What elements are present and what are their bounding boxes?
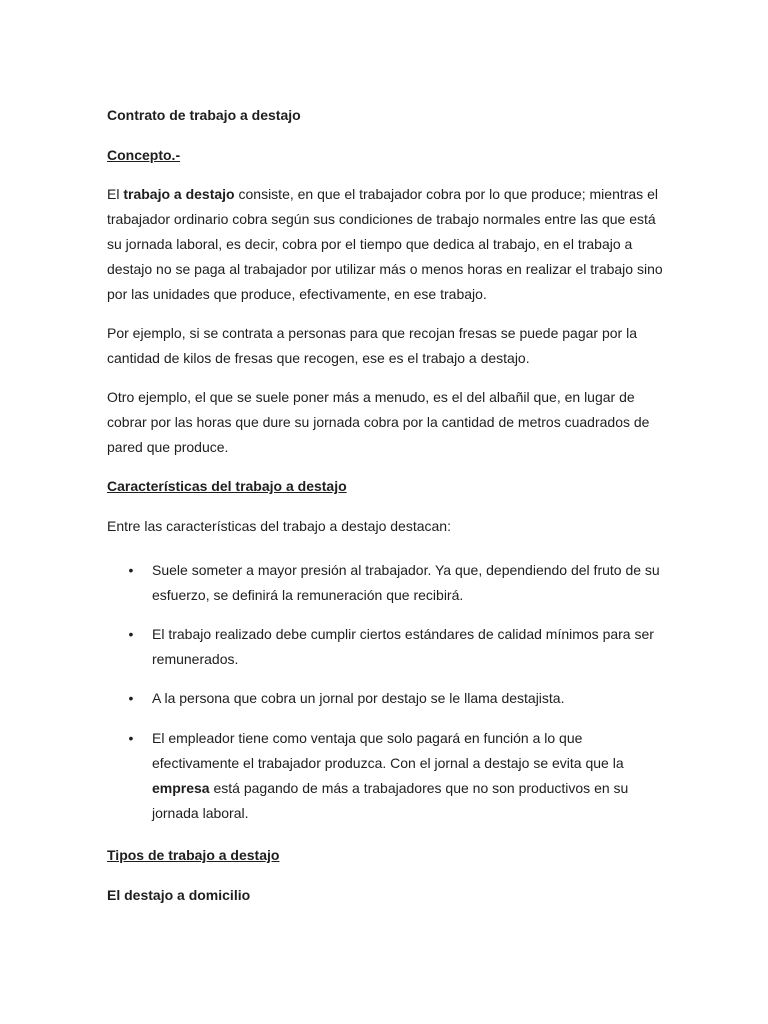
bullet-marker: •: [128, 690, 134, 706]
paragraph-example-2: Otro ejemplo, el que se suele poner más a menudo, es el del albañil que, en lugar de cobrar por las horas que dure su jornada cobra por la cantidad de metros cuadrados de pared que produce.: [107, 389, 650, 455]
document-title: Contrato de trabajo a destajo: [107, 107, 301, 123]
paragraph-text: El: [107, 186, 124, 202]
subheading: El destajo a domicilio: [107, 887, 251, 903]
paragraph-definition: [107, 182, 667, 307]
paragraph-text: consiste, en que el trabajador cobra por lo que produce; mientras el trabajador ordinario cobra según sus condiciones de trabajo normales entre las que está su jornada laboral, es decir, cobra por el tiempo que dedica al trabajo, en el trabajo a destajo no se paga al trabajador por utilizar más o menos horas en realizar el trabajo sino por las unidades que produce, efectivamente, en ese trabajo.: [107, 186, 663, 302]
characteristics-heading: Características del trabajo a destajo: [107, 478, 347, 494]
types-heading: Tipos de trabajo a destajo: [107, 847, 280, 863]
bullet-marker: •: [128, 626, 134, 642]
list-item: A la persona que cobra un jornal por destajo se le llama destajista.: [152, 690, 565, 706]
list-item-text: está pagando de más a trabajadores que no son productivos en su jornada laboral.: [152, 780, 629, 821]
list-item: [152, 726, 672, 826]
bullet-marker: •: [128, 562, 134, 578]
bullet-marker: •: [128, 730, 134, 746]
concept-heading: Concepto.-: [107, 147, 181, 163]
characteristics-intro: Entre las características del trabajo a destajo destacan:: [107, 518, 451, 534]
list-item: El trabajo realizado debe cumplir ciertos estándares de calidad mínimos para ser remunerados.: [152, 626, 654, 667]
bold-term: trabajo a destajo: [123, 186, 235, 202]
list-item: Suele someter a mayor presión al trabajador. Ya que, dependiendo del fruto de su esfuerzo, se definirá la remuneración que recibirá.: [152, 562, 660, 603]
list-item-text: El empleador tiene como ventaja que solo pagará en función a lo que efectivamente el trabajador produzca. Con el jornal a destajo se evita que la: [152, 730, 624, 771]
paragraph-example-1: Por ejemplo, si se contrata a personas para que recojan fresas se puede pagar por la cantidad de kilos de fresas que recogen, ese es el trabajo a destajo.: [107, 325, 637, 366]
bold-term: empresa: [152, 780, 210, 796]
